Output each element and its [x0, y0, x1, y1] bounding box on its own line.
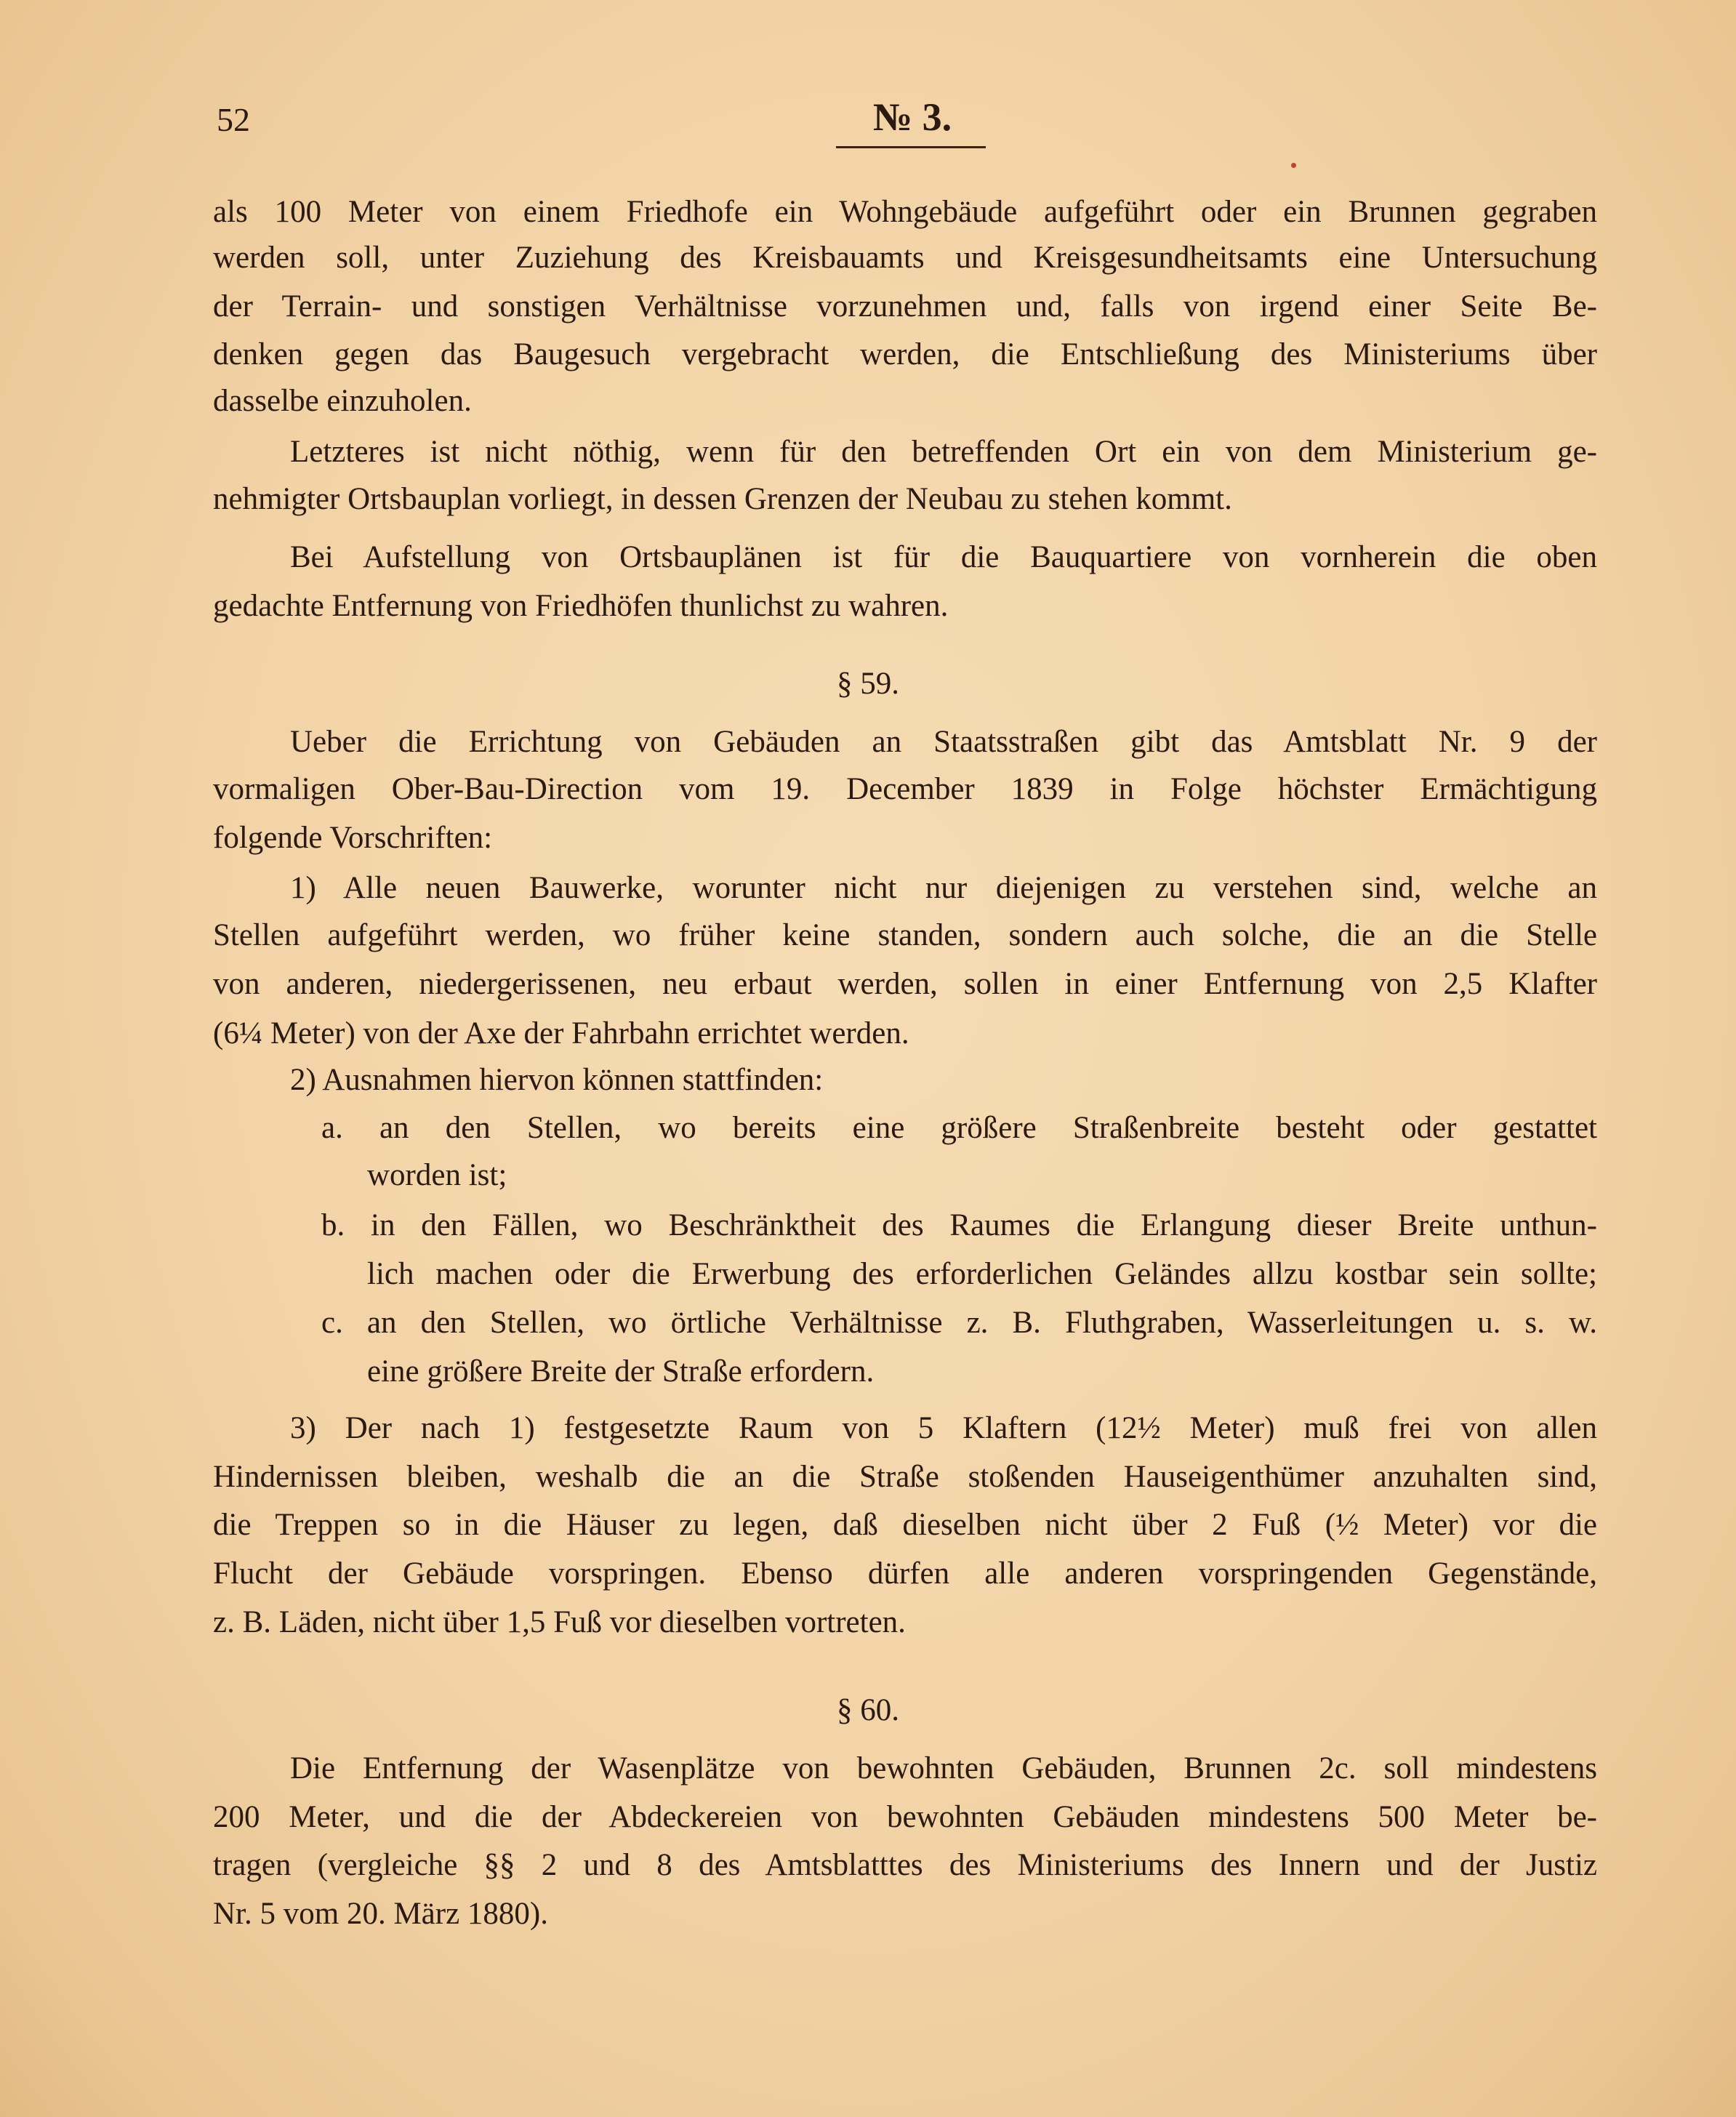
text-line: Stellen aufgeführt werden, wo früher keine standen, sondern auch solche, die an die Stelle [213, 918, 1597, 952]
text-line: Flucht der Gebäude vorspringen. Ebenso dürfen alle anderen vorspringenden Gegenstände, [213, 1556, 1597, 1591]
text-line: b. in den Fällen, wo Beschränktheit des Raumes die Erlangung dieser Breite unthun- [321, 1208, 1597, 1242]
text-line: gedachte Entfernung von Friedhöfen thunlichst zu wahren. [213, 589, 949, 623]
text-line: nehmigter Ortsbauplan vorliegt, in dessen Grenzen der Neubau zu stehen kommt. [213, 482, 1232, 516]
text-line: Ueber die Errichtung von Gebäuden an Staatsstraßen gibt das Amtsblatt Nr. 9 der [290, 725, 1597, 759]
text-line: 3) Der nach 1) festgesetzte Raum von 5 Klaftern (12½ Meter) muß frei von allen [290, 1411, 1597, 1445]
ink-spot [1291, 163, 1296, 168]
section-heading-60: § 60. [837, 1693, 899, 1727]
text-line: worden ist; [367, 1158, 507, 1192]
text-line: z. B. Läden, nicht über 1,5 Fuß vor dieselben vortreten. [213, 1605, 906, 1639]
text-line: folgende Vorschriften: [213, 821, 493, 855]
text-line: eine größere Breite der Straße erfordern. [367, 1354, 875, 1389]
text-line: die Treppen so in die Häuser zu legen, daß dieselben nicht über 2 Fuß (½ Meter) vor die [213, 1508, 1597, 1542]
text-line: Letzteres ist nicht nöthig, wenn für den betreffenden Ort ein von dem Ministerium ge- [290, 435, 1597, 469]
text-line: 1) Alle neuen Bauwerke, worunter nicht nur diejenigen zu verstehen sind, welche an [290, 871, 1597, 905]
text-line: werden soll, unter Zuziehung des Kreisbauamts und Kreisgesundheitsamts eine Untersuchung [213, 241, 1597, 275]
text-line: a. an den Stellen, wo bereits eine größere Straßenbreite besteht oder gestattet [321, 1111, 1597, 1145]
text-line: Hindernissen bleiben, weshalb die an die Straße stoßenden Hauseigenthümer anzuhalten sind, [213, 1460, 1597, 1494]
text-line: Bei Aufstellung von Ortsbauplänen ist für die Bauquartiere von vornherein die oben [290, 540, 1597, 574]
text-line: Nr. 5 vom 20. März 1880). [213, 1897, 548, 1931]
text-line: von anderen, niedergerissenen, neu erbaut werden, sollen in einer Entfernung von 2,5 Klafter [213, 967, 1597, 1001]
text-line: dasselbe einzuholen. [213, 384, 472, 418]
text-line: der Terrain- und sonstigen Verhältnisse vorzunehmen und, falls von irgend einer Seite Be- [213, 289, 1597, 324]
text-line: lich machen oder die Erwerbung des erforderlichen Geländes allzu kostbar sein sollte; [367, 1257, 1597, 1291]
list-item-2: 2) Ausnahmen hiervon können stattfinden: [290, 1063, 824, 1097]
text-line: denken gegen das Baugesuch vergebracht werden, die Entschließung des Ministeriums über [213, 337, 1597, 371]
text-line: tragen (vergleiche §§ 2 und 8 des Amtsblatttes des Ministeriums des Innern und der Justiz [213, 1848, 1597, 1882]
text-line: als 100 Meter von einem Friedhofe ein Wohngebäude aufgeführt oder ein Brunnen gegraben [213, 195, 1597, 229]
issue-number: № 3. [872, 95, 952, 139]
text-line: (6¼ Meter) von der Axe der Fahrbahn errichtet werden. [213, 1016, 909, 1051]
header-rule [836, 146, 986, 148]
section-heading-59: § 59. [837, 667, 899, 701]
text-line: vormaligen Ober-Bau-Direction vom 19. December 1839 in Folge höchster Ermächtigung [213, 772, 1597, 806]
page-number: 52 [217, 101, 250, 138]
text-line: 200 Meter, und die der Abdeckereien von bewohnten Gebäuden mindestens 500 Meter be- [213, 1800, 1597, 1834]
text-line: Die Entfernung der Wasenplätze von bewohnten Gebäuden, Brunnen 2c. soll mindestens [290, 1751, 1597, 1785]
text-line: c. an den Stellen, wo örtliche Verhältnisse z. B. Fluthgraben, Wasserleitungen u. s. w. [321, 1306, 1597, 1340]
